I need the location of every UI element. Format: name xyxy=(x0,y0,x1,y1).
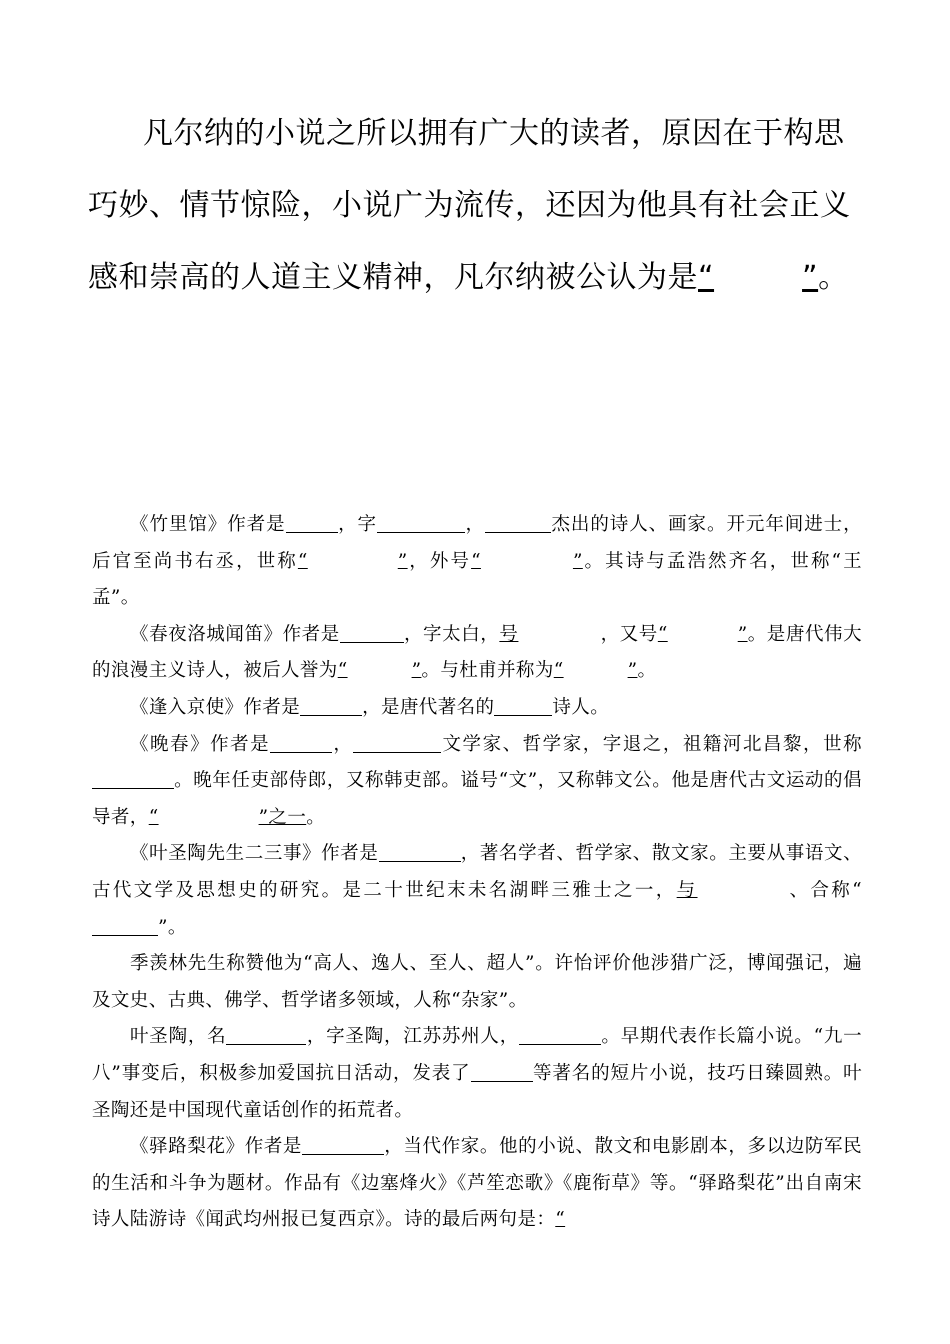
top-paragraph: 凡尔纳的小说之所以拥有广大的读者，原因在于构思巧妙、情节惊险，小说广为流传，还因为他具有社会正义感和崇高的人道主义精神，凡尔纳被公认为是“ ”。 xyxy=(88,116,851,295)
fill-blank xyxy=(92,770,174,790)
paragraph-zhuliguan: 《竹里馆》作者是 ，字 ， 杰出的诗人、画家。开元年间进士，后官至尚书右丞，世称“ ”，外号“ ”。其诗与孟浩然齐名，世称“王孟”。 xyxy=(92,514,862,609)
fill-blank xyxy=(494,696,552,716)
fill-blank xyxy=(519,1026,601,1046)
question-section xyxy=(92,507,862,1239)
paragraph-fengru: 《逢入京使》作者是 ，是唐代著名的 诗人。 xyxy=(130,696,610,718)
fill-blank xyxy=(302,1136,384,1156)
fill-blank xyxy=(92,916,158,936)
top-paragraph-text: 凡尔纳的小说之所以拥有广大的读者，原因在于构思巧妙、情节惊险，小说广为流传，还因为他具有社会正义感和崇高的人道主义精神，凡尔纳被公认为是 xyxy=(88,116,851,295)
fill-blank xyxy=(377,514,465,534)
fill-blank xyxy=(485,514,551,534)
fill-blank xyxy=(379,843,461,863)
fill-blank xyxy=(300,696,362,716)
fill-blank xyxy=(270,733,332,753)
answer-blank: “ ” xyxy=(698,260,819,295)
paragraph-yeshengtao: 《叶圣陶先生二三事》作者是 ，著名学者、哲学家、散文家。主要从事语文、古代文学及思想史的研究。是二十世纪末未名湖畔三雅士之一，与 、合称“”。 xyxy=(92,843,863,938)
fill-blank xyxy=(353,733,441,753)
fill-blank xyxy=(471,1062,533,1082)
paragraph-jixianlin: 季羡林先生称赞他为“高人、逸人、至人、超人”。许怡评价他涉猎广泛，博闻强记，遍及文史、古典、佛学、哲学诸多领域，人称“杂家”。 xyxy=(92,953,862,1011)
paragraph-yeshengtao2: 叶圣陶，名 ，字圣陶，江苏苏州人， 。早期代表作长篇小说。“九一八”事变后，积极参加爱国抗日活动，发表了 等著名的短片小说，技巧日臻圆熟。叶圣陶还是中国现代童话创作的拓荒者。 xyxy=(92,1026,863,1121)
fill-blank xyxy=(286,514,338,534)
paragraph-yilu: 《驿路梨花》作者是 ，当代作家。他的小说、散文和电影剧本，多以边防军民的生活和斗争为题材。作品有《边塞烽火》《芦笙恋歌》《鹿衔草》等。“驿路梨花”出自南宋诗人陆游诗《闻武均州报已复西京》。诗的最后两句是：“ xyxy=(92,1136,862,1231)
fill-blank xyxy=(226,1026,306,1046)
paragraph-wanchun: 《晚春》作者是 ， 文学家、哲学家，字退之，祖籍河北昌黎，世称。晚年任吏部侍郎，又称韩吏部。谥号“文”，又称韩文公。他是唐代古文运动的倡导者，“ ”之一。 xyxy=(92,733,863,828)
paragraph-chunye: 《春夜洛城闻笛》作者是 ，字太白，号 ，又号“ ”。是唐代伟大的浪漫主义诗人，被后人誉为“ ”。与杜甫并称为“ ”。 xyxy=(92,623,863,682)
fill-blank xyxy=(340,623,404,643)
